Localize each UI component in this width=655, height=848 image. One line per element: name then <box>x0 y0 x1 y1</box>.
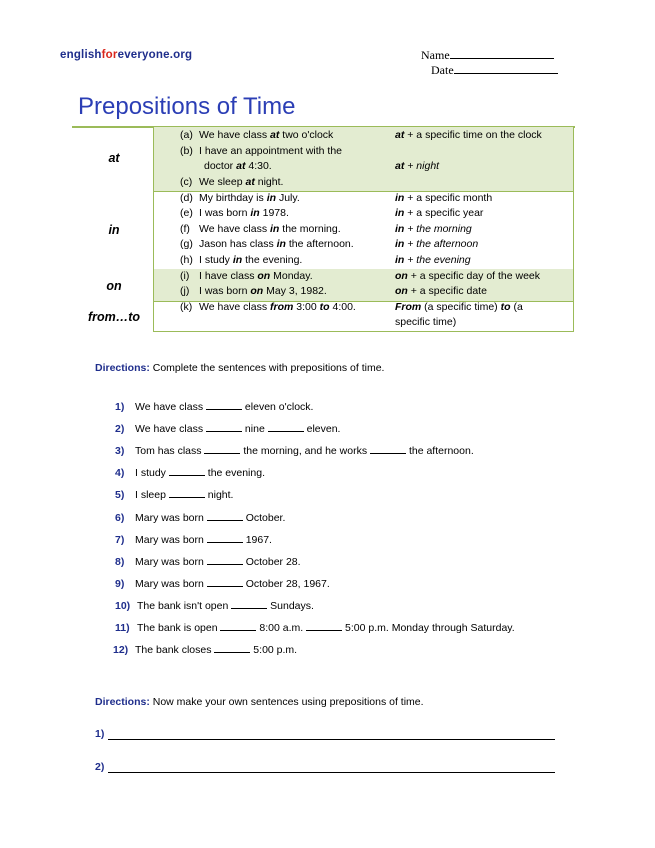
exercise-item <box>115 488 233 501</box>
exercise-text: nine <box>242 423 268 435</box>
exercise-number: 10) <box>115 600 131 612</box>
answer-blank[interactable] <box>169 466 205 476</box>
directions-own: Directions: Now make your own sentences using prepositions of time. <box>95 696 424 708</box>
exercise-text: October. <box>242 512 286 524</box>
row-example: I study in the evening. <box>199 254 303 266</box>
exercise-text: I study <box>135 467 169 479</box>
row-rule: on + a specific day of the week <box>395 270 541 282</box>
row-example: I was born in 1978. <box>199 207 289 219</box>
answer-blank[interactable] <box>231 599 267 609</box>
exercise-item <box>115 444 474 457</box>
answer-blank[interactable] <box>220 621 256 631</box>
exercise-text: Mary was born <box>135 534 207 546</box>
exercise-item <box>115 422 340 435</box>
exercise-text: The bank is open <box>137 622 221 634</box>
exercise-text: Mary was born <box>135 578 207 590</box>
row-code: (h) <box>180 254 193 266</box>
exercise-text: Sundays. <box>267 600 314 612</box>
exercise-text: eleven o'clock. <box>242 401 314 413</box>
exercise-item <box>115 400 313 413</box>
row-rule: on + a specific date <box>395 285 487 297</box>
exercise-item <box>115 577 330 590</box>
row-rule: in + a specific month <box>395 192 493 204</box>
exercise-number: 2) <box>115 423 125 435</box>
exercise-text: Mary was born <box>135 512 207 524</box>
exercise-number: 6) <box>115 512 125 524</box>
prepositions-table <box>153 127 574 332</box>
row-rule: specific time) <box>395 316 457 328</box>
exercise-text: the evening. <box>204 467 265 479</box>
exercise-item <box>115 555 301 568</box>
exercise-text: The bank closes <box>135 644 215 656</box>
exercise-number: 4) <box>115 467 125 479</box>
answer-blank[interactable] <box>214 643 250 653</box>
name-date-fields <box>421 48 558 78</box>
answer-blank[interactable] <box>370 444 406 454</box>
row-rule: From (a specific time) to (a <box>395 301 523 313</box>
exercise-number: 8) <box>115 556 125 568</box>
exercise-text: We have class <box>135 401 207 413</box>
exercise-item <box>115 466 265 479</box>
row-code: (f) <box>180 223 190 235</box>
answer-blank[interactable] <box>207 577 243 587</box>
group-label-in: in <box>108 223 120 237</box>
exercise-text: Mary was born <box>135 556 207 568</box>
exercise-item <box>115 533 272 546</box>
page-title: Prepositions of Time <box>78 93 296 120</box>
row-rule: in + a specific year <box>395 207 484 219</box>
row-example: We have class in the morning. <box>199 223 341 235</box>
exercise-text: 5:00 p.m. <box>250 644 298 656</box>
row-example: We have class at two o'clock <box>199 129 334 141</box>
answer-blank[interactable] <box>207 533 243 543</box>
answer-blank[interactable] <box>207 555 243 565</box>
row-example: doctor at 4:30. <box>204 160 272 172</box>
own-sentence-2[interactable]: 2) <box>95 761 555 773</box>
date-field[interactable]: Date <box>421 63 558 78</box>
exercise-text: 5:00 p.m. Monday through Saturday. <box>342 622 515 634</box>
exercise-text: 8:00 a.m. <box>256 622 307 634</box>
row-rule: at + a specific time on the clock <box>395 129 542 141</box>
row-example: My birthday is in July. <box>199 192 300 204</box>
row-code: (d) <box>180 192 193 204</box>
exercise-text: I sleep <box>135 489 169 501</box>
row-code: (e) <box>180 207 193 219</box>
group-label-at: at <box>108 151 120 165</box>
directions-complete: Directions: Complete the sentences with prepositions of time. <box>95 362 385 374</box>
exercise-text: the morning, and he works <box>240 445 371 457</box>
row-rule: at + night <box>395 160 440 172</box>
exercise-item <box>113 643 297 656</box>
answer-blank[interactable] <box>268 422 304 432</box>
row-example: We sleep at night. <box>199 176 284 188</box>
answer-blank[interactable] <box>206 400 242 410</box>
exercise-number: 12) <box>113 644 129 656</box>
own-sentence-1[interactable]: 1) <box>95 728 555 740</box>
row-code: (i) <box>180 270 190 282</box>
exercise-number: 1) <box>115 401 125 413</box>
answer-blank[interactable] <box>306 621 342 631</box>
exercise-text: Tom has class <box>135 445 205 457</box>
answer-blank[interactable] <box>206 422 242 432</box>
row-code: (c) <box>180 176 193 188</box>
exercise-item <box>115 621 515 634</box>
row-example: I have an appointment with the <box>199 145 343 157</box>
exercise-text: We have class <box>135 423 207 435</box>
row-example: We have class from 3:00 to 4:00. <box>199 301 356 313</box>
row-code: (k) <box>180 301 193 313</box>
answer-blank[interactable] <box>207 511 243 521</box>
exercise-number: 9) <box>115 578 125 590</box>
exercise-text: October 28, 1967. <box>242 578 330 590</box>
exercise-text: The bank isn't open <box>137 600 232 612</box>
exercise-number: 11) <box>115 622 130 634</box>
exercise-number: 7) <box>115 534 125 546</box>
group-label-on: on <box>106 279 122 293</box>
exercise-number: 3) <box>115 445 125 457</box>
row-example: I have class on Monday. <box>199 270 313 282</box>
exercise-text: the afternoon. <box>406 445 474 457</box>
group-label-from-to: from…to <box>87 310 141 324</box>
row-code: (j) <box>180 285 190 297</box>
exercise-item <box>115 511 285 524</box>
row-rule: in + the afternoon <box>395 238 479 250</box>
row-code: (g) <box>180 238 193 250</box>
row-code: (b) <box>180 145 193 157</box>
row-example: Jason has class in the afternoon. <box>199 238 354 250</box>
answer-blank[interactable] <box>169 488 205 498</box>
exercise-number: 5) <box>115 489 125 501</box>
answer-blank[interactable] <box>204 444 240 454</box>
exercise-item <box>115 599 314 612</box>
exercise-text: night. <box>204 489 234 501</box>
exercise-text: eleven. <box>303 423 341 435</box>
name-field[interactable]: Name <box>421 48 558 63</box>
row-rule: in + the morning <box>395 223 472 235</box>
row-rule: in + the evening <box>395 254 471 266</box>
row-code: (a) <box>180 129 193 141</box>
exercise-text: October 28. <box>242 556 301 568</box>
row-example: I was born on May 3, 1982. <box>199 285 327 297</box>
site-logo: englishforeveryone.org <box>60 49 193 61</box>
exercise-text: 1967. <box>242 534 272 546</box>
